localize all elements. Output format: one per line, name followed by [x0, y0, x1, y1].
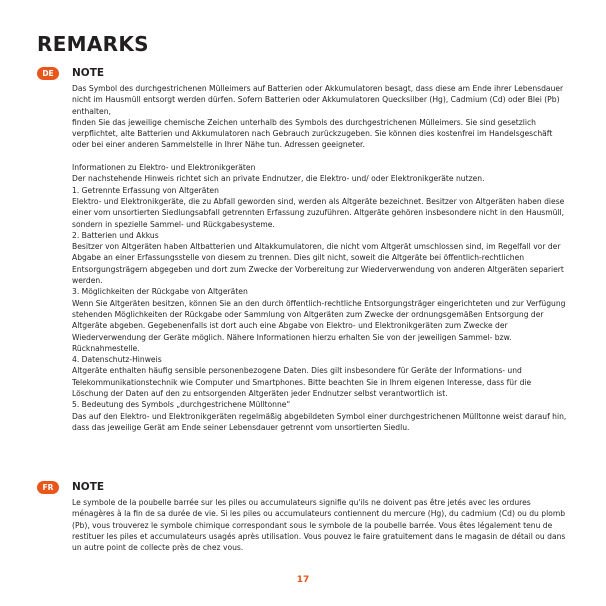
section-body-fr: [72, 497, 569, 553]
section-title-fr: NOTE: [72, 481, 105, 493]
section-de: [37, 66, 569, 433]
paragraph: Elektro- und Elektronikgeräte, die zu Abfall geworden sind, werden als Altgeräte bezeichnet. Besitzer von Altgeräten haben diese einer vom unsortierten Siedlungsabfall getrennten Erfassung zuzuführen. Altgeräte gehören insbesondere nicht in den Hausmüll, sondern in spezielle Sammel- und Rückgabesysteme.: [72, 196, 565, 229]
paragraph: finden Sie das jeweilige chemische Zeichen unterhalb des Symbols des durchgestrichenen Mülleimers. Sie sind gesetzlich verpflichtet, alte Batterien und Akkumulatoren nach Gebrauch zurückzugeben. Sie können dies kostenfrei im Handelsgeschäft oder bei einer anderen Sammelstelle in Ihrer Nähe tun. Adressen geeigneter.: [72, 117, 553, 150]
section-header: [37, 66, 569, 82]
language-badge-de: DE: [37, 67, 59, 80]
section-header: [37, 480, 569, 496]
page-title: REMARKS: [37, 32, 149, 56]
paragraph: Besitzer von Altgeräten haben Altbatterien und Altakkumulatoren, die nicht vom Altgerät umschlossen sind, im Regelfall vor der Abgabe an einer Erfassungsstelle von diesem zu trennen. Dies gilt nicht, soweit die Altgeräte bei öffentlich-rechtlichen Entsorgungsträgern abgegeben und dort zum Zwecke der Vorbereitung zur Wiederverwendung von anderen Altgeräten separiert werden.: [72, 242, 564, 286]
spacer: [72, 151, 569, 162]
paragraph: Altgeräte enthalten häufig sensible personenbezogene Daten. Dies gilt insbesondere für Geräte der Informations- und Telekommunikationstechnik wie Computer und Smartphones. Bitte beachten Sie in Ihrem eigenen Interesse, dass für die Löschung der Daten auf den zu entsorgenden Altgeräten jeder Endnutzer selbst verantwortlich ist.: [72, 366, 532, 399]
page-number: 17: [296, 575, 310, 585]
subheading: 3. Möglichkeiten der Rückgabe von Altgeräten: [72, 287, 248, 297]
section-title-de: NOTE: [72, 67, 105, 79]
section-fr: [37, 480, 569, 553]
subheading: 1. Getrennte Erfassung von Altgeräten: [72, 185, 219, 195]
subheading: 2. Batterien und Akkus: [72, 230, 159, 240]
paragraph: Le symbole de la poubelle barrée sur les piles ou accumulateurs signifie qu'ils ne doivent pas être jetés avec les ordures ménagères à la fin de sa durée de vie. Si les piles ou accumulateurs contiennent du mercure (Hg), du cadmium (Cd) ou du plomb (Pb), vous trouverez le symbole chimique correspondant sous le symbole de la poubelle barrée. Vous êtes légalement tenu de restituer les piles et accumulateurs usagés après utilisation. Vous pouvez le faire gratuitement dans le magasin de détail ou dans un autre point de collecte près de chez vous.: [72, 498, 566, 553]
paragraph: Der nachstehende Hinweis richtet sich an private Endnutzer, die Elektro- und/ oder Elektronikgeräte nutzen.: [72, 174, 485, 184]
language-badge-fr: FR: [37, 481, 59, 494]
section-body-de: [72, 83, 569, 433]
subheading: 4. Datenschutz-Hinweis: [72, 355, 162, 365]
subheading: Informationen zu Elektro- und Elektronikgeräten: [72, 163, 256, 173]
paragraph: Das Symbol des durchgestrichenen Mülleimers auf Batterien oder Akkumulatoren besagt, dass diese am Ende ihrer Lebensdauer nicht im Hausmüll entsorgt werden dürfen. Sofern Batterien oder Akkumulatoren Quecksilber (Hg), Cadmium (Cd) oder Blei (Pb) enthalten,: [72, 84, 564, 116]
subheading: 5. Bedeutung des Symbols „durchgestrichene Mülltonne“: [72, 400, 291, 410]
paragraph: Das auf den Elektro- und Elektronikgeräten regelmäßig abgebildeten Symbol einer durchgestrichenen Mülltonne weist darauf hin, dass das jeweilige Gerät am Ende seiner Lebensdauer getrennt vom unsortierten Siedlu.: [72, 411, 567, 432]
paragraph: Wenn Sie Altgeräten besitzen, können Sie an den durch öffentlich-rechtliche Entsorgungsträger eingerichteten und zur Verfügung stehenden Möglichkeiten der Rückgabe oder Sammlung von Altgeräten zum Zwecke der ordnungsgemäßen Entsorgung der Altgeräte abgeben. Gegebenenfalls ist dort auch eine Abgabe von Elektro- und Elektronikgeräten zum Zwecke der Wiederverwendung der Geräte möglich. Nähere Informationen hierzu erhalten Sie von der jeweiligen Sammel- bzw. Rücknahmestelle.: [72, 298, 566, 353]
